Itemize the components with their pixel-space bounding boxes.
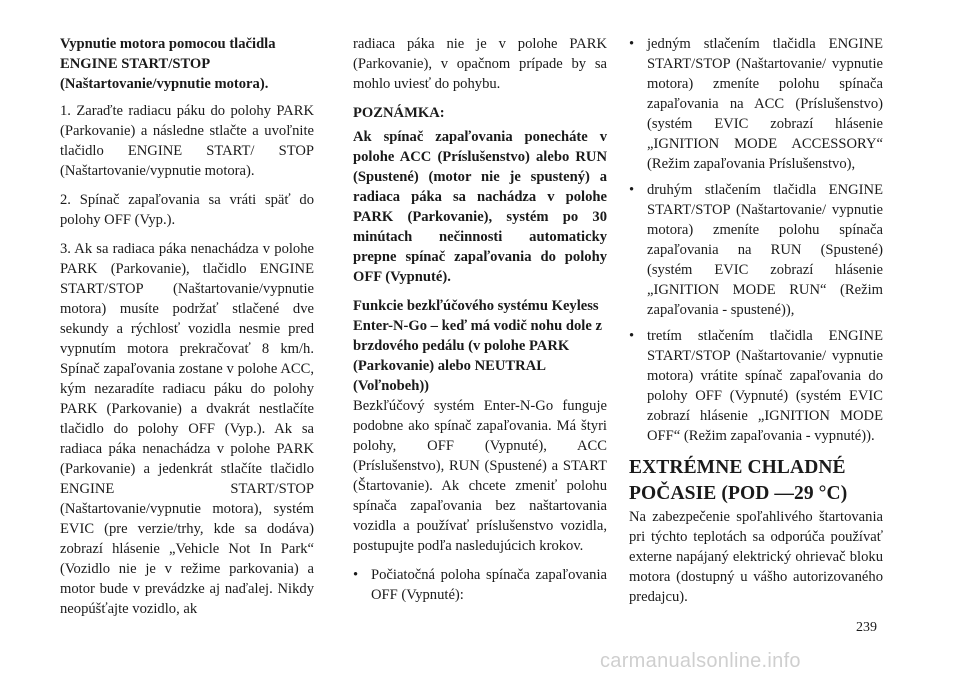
list-item <box>629 180 883 320</box>
bullet-icon: • <box>629 328 635 344</box>
watermark: carmanualsonline.info <box>600 650 801 672</box>
list-item <box>629 326 883 446</box>
column-left <box>60 34 314 628</box>
bullet-icon: • <box>629 36 635 52</box>
note-text: Ak spínač zapaľovania ponecháte v polohe ACC (Príslušenstvo) alebo RUN (Spustené) (motor nie je spustený) a radiaca páka sa nachádza v polohe PARK (Parkovanie), systém po 30 minútach nečinnosti automaticky prepne spínač zapaľovania do polohy OFF (Vypnuté). <box>353 129 607 285</box>
list-item-text: jedným stlačením tlačidla ENGINE START/STOP (Naštartovanie/ vypnutie motora) zmeníte polohu spínača zapaľovania na ACC (Príslušenstvo) (systém EVIC zobrazí hlásenie „IGNITION MODE ACCESSORY“ (Režim zapaľovania Príslušenstvo), <box>647 36 883 172</box>
list-item <box>629 34 883 174</box>
section-heading-keyless: Funkcie bezkľúčového systému Keyless Enter-N-Go – keď má vodič nohu dole z brzdového pedálu (v polohe PARK (Parkovanie) alebo NEUTRAL (Voľnobeh)) <box>353 298 602 394</box>
bullet-icon: • <box>629 182 635 198</box>
list-item-text: Počiatočná poloha spínača zapaľovania OFF (Vypnuté): <box>371 567 607 603</box>
list-item-text: tretím stlačením tlačidla ENGINE START/STOP (Naštartovanie/ vypnutie motora) vrátite spínač zapaľovania do polohy OFF (Vypnuté) (systém EVIC zobrazí hlásenie „IGNITION MODE OFF“ (Režim zapaľovania - vypnuté)). <box>647 328 883 444</box>
list-item <box>353 565 607 605</box>
continued-paragraph: radiaca páka nie je v polohe PARK (Parkovanie), v opačnom prípade by sa mohlo uviesť do pohybu. <box>353 36 607 92</box>
bullet-icon: • <box>353 567 359 583</box>
bullet-list-middle <box>353 565 607 605</box>
cold-weather-paragraph: Na zabezpečenie spoľahlivého štartovania pri týchto teplotách sa odporúča používať externe napájaný elektrický ohrievač bloku motora (dostupný u vášho autorizovaného predajcu). <box>629 509 883 605</box>
step-2-paragraph: 2. Spínač zapaľovania sa vráti späť do polohy OFF (Vyp.). <box>60 192 314 228</box>
section-title-cold-weather: EXTRÉMNE CHLADNÉ POČASIE (POD —29 °C) <box>629 457 848 504</box>
page-number: 239 <box>856 620 877 635</box>
bullet-list-right <box>629 34 883 446</box>
note-label: POZNÁMKA: <box>353 105 445 121</box>
column-right <box>629 34 883 616</box>
column-middle <box>353 34 607 612</box>
keyless-paragraph: Bezkľúčový systém Enter-N-Go funguje podobne ako spínač zapaľovania. Má štyri polohy, OFF (Vypnuté), ACC (Príslušenstvo), RUN (Spustené) a START (Štartovanie). Ak chcete zmeniť polohu spínača zapaľovania bez naštartovania vozidla a používať príslušenstvo vozidla, postupujte podľa nasledujúcich krokov. <box>353 398 607 554</box>
list-item-text: druhým stlačením tlačidla ENGINE START/STOP (Naštartovanie/ vypnutie motora) zmeníte polohu spínača zapaľovania na RUN (Spustené) (systém EVIC zobrazí hlásenie „IGNITION MODE RUN“ (Režim zapaľovania - spustené)), <box>647 182 883 318</box>
step-1-paragraph: 1. Zaraďte radiacu páku do polohy PARK (Parkovanie) a následne stlačte a uvoľnite tlačidlo ENGINE START/ STOP (Naštartovanie/vypnutie motora). <box>60 103 314 179</box>
step-3-paragraph: 3. Ak sa radiaca páka nenachádza v polohe PARK (Parkovanie), tlačidlo ENGINE START/STOP (Naštartovanie/vypnutie motora) musíte podržať stlačené dve sekundy a rýchlosť vozidla nesmie pred vypnutím motora prekračovať 8 km/h. Spínač zapaľovania zostane v polohe ACC, kým nezaradíte radiacu páku do polohy PARK (Parkovanie) a dvakrát nestlačíte tlačidlo do polohy OFF (Vyp.). Ak sa radiaca páka nenachádza v polohe PARK (Parkovanie) a jedenkrát stlačíte tlačidlo ENGINE START/STOP (Naštartovanie/vypnutie motora), systém EVIC (pre verzie/trhy, kde sa dodáva) zobrazí hlásenie „Vehicle Not In Park“ (Vozidlo nie je v režime parkovania) a motor bude v prevádzke aj naďalej. Nikdy neopúšťajte vozidlo, ak <box>60 241 314 617</box>
section-heading-engine-stop: Vypnutie motora pomocou tlačidla ENGINE START/STOP (Naštartovanie/vypnutie motora). <box>60 36 276 92</box>
